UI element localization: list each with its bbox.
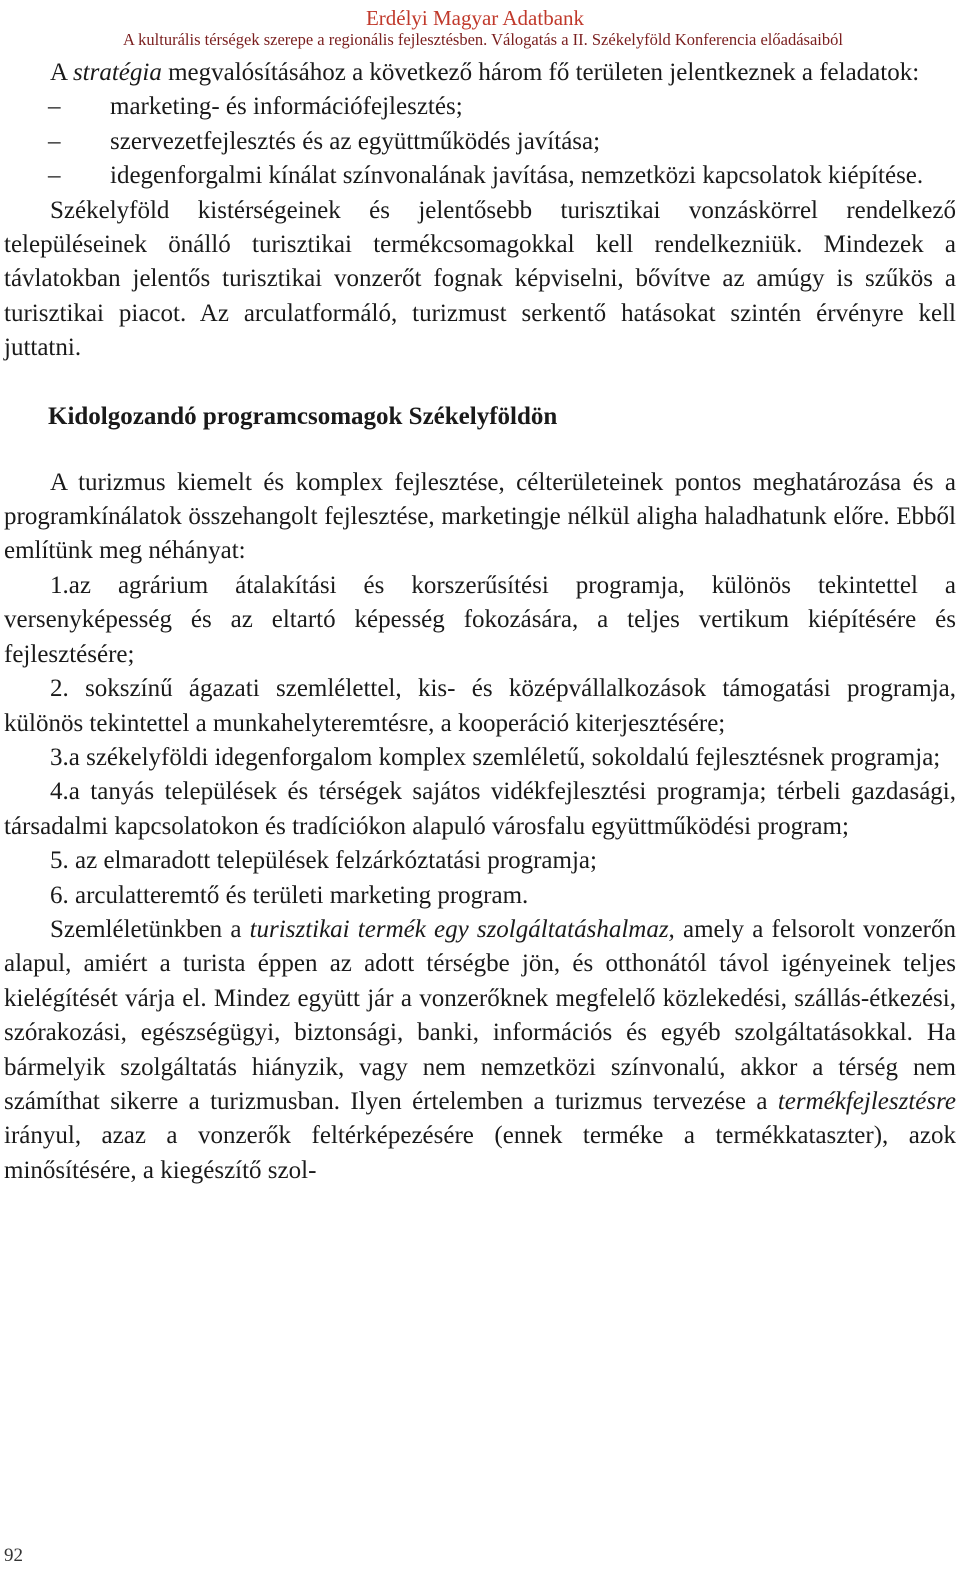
szemlelet-italic-1: turisztikai termék egy szolgáltatáshalmaz,: [249, 915, 675, 943]
dash-glyph: –: [48, 162, 61, 190]
paragraph-szekelyfold: Székelyföld kistérségeinek és jelentősebb turisztikai vonzáskörrel rendelkező településeinek önálló turisztikai termékcsomagokkal kell rendelkezniük. Mindezek a távlatokban jelentős turisztikai vonzerőt fognak képviselni, bővítve az amúgy is szűkös a turisztikai piacot. Az arculatformáló, turizmust serkentő hatásokat szintén érvényre kell juttatni.: [4, 196, 956, 362]
szemlelet-c: irányul, azaz a vonzerők feltérképezésére (ennek terméke a termékkataszter), azok minősítésére, a kiegészítő szol-: [4, 1122, 956, 1184]
page-header: [0, 6, 960, 50]
program-item: 1.az agrárium átalakítási és korszerűsítési programja, különös tekintettel a versenyképesség és az eltartó képesség fokozására, a teljes vertikum kiépítésére és fejlesztésére;: [4, 571, 956, 668]
program-item: 2. sokszínű ágazati szemlélettel, kis- és középvállalkozások támogatási programja, különös tekintettel a munkahelyteremtésre, a kooperáció kiterjesztésére;: [4, 675, 956, 737]
paragraph-szemlelet: [4, 913, 956, 1188]
intro-lead-a: A: [50, 59, 73, 86]
intro-paragraph: [4, 56, 956, 90]
intro-lead-b: megvalósításához a következő három fő területen jelentkeznek a feladatok:: [161, 59, 920, 86]
site-title[interactable]: Erdélyi Magyar Adatbank: [365, 6, 585, 30]
program-item: 6. arculatteremtő és területi marketing program.: [50, 881, 529, 909]
page-number: 92: [4, 1545, 23, 1566]
dash-item: – szervezetfejlesztés és az együttműködés javítása;: [4, 125, 956, 159]
program-item: 5. az elmaradott települések felzárkóztatási programja;: [50, 847, 597, 875]
paragraph-turizmus: A turizmus kiemelt és komplex fejlesztése, célterületeinek pontos meghatározása és a programkínálatok összehangolt fejlesztése, marketingje nélkül aligha haladhatunk előre. Ebből említünk meg néhányat:: [4, 468, 956, 565]
dash-item-text: idegenforgalmi kínálat színvonalának javítása, nemzetközi kapcsolatok kiépítése.: [110, 162, 924, 190]
szemlelet-b: amely a felsorolt vonzerőn alapul, amiért a turista éppen az adott térségbe jön, és otthonától távol igényeinek teljes kielégítését várja el. Mindez együtt jár a vonzerőknek megfelelő közlekedési, szállás-étkezési, szórakozási, egészségügyi, biztonsági, banki, információs és egyéb szolgáltatásokkal. Ha bármelyik szolgáltatás hiányzik, vagy nem nemzetközi színvonalú, akkor a térség nem számíthat sikerre a turizmusban. Ilyen értelemben a turizmus tervezése a: [4, 915, 956, 1115]
dash-item-long: [4, 159, 956, 193]
document-body: [4, 56, 956, 1188]
intro-lead-italic: stratégia: [72, 59, 162, 86]
szemlelet-a: Szemléletünkben a: [50, 915, 250, 943]
szemlelet-italic-2: termékfejlesztésre: [777, 1087, 956, 1115]
publication-subtitle: A kulturális térségek szerepe a regionális fejlesztésben. Válogatás a II. Székelyföld Konferencia előadásaiból: [123, 30, 843, 49]
section-heading: Kidolgozandó programcsomagok Székelyföldön: [48, 402, 558, 430]
program-item: 4.a tanyás települések és térségek sajátos vidékfejlesztési programja; térbeli gazdasági, társadalmi kapcsolatokon és tradíciókon alapuló városfalu együttműködési program;: [4, 778, 956, 840]
dash-item: – marketing- és információfejlesztés;: [4, 90, 956, 124]
program-item: 3.a székelyföldi idegenforgalom komplex szemléletű, sokoldalú fejlesztésnek programja;: [50, 743, 941, 771]
